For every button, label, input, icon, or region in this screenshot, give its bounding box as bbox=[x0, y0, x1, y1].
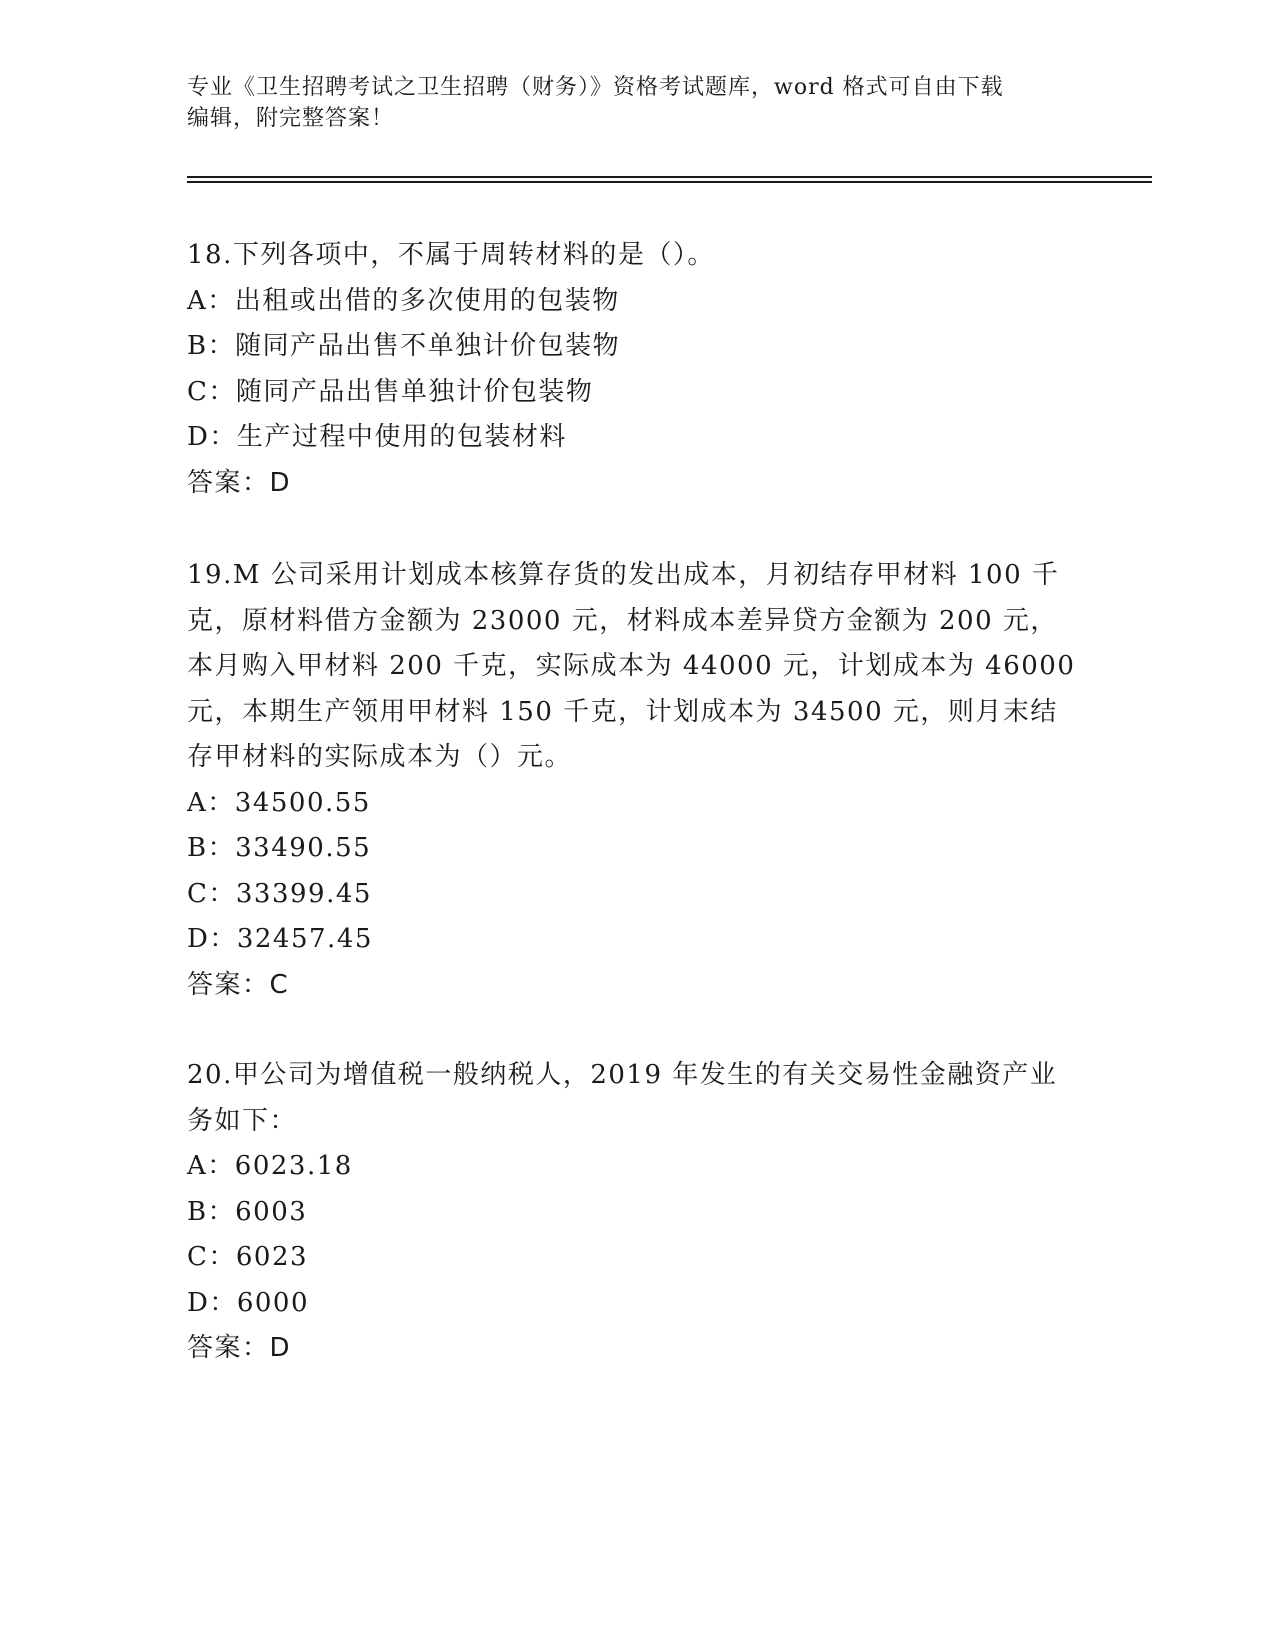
option-b: B：33490.55 bbox=[187, 833, 372, 863]
header-rule-bottom bbox=[187, 181, 1152, 183]
option-a: A：6023.18 bbox=[187, 1151, 353, 1181]
question-19 bbox=[187, 553, 1087, 1008]
document-header bbox=[187, 72, 1087, 134]
question-stem bbox=[187, 1053, 1087, 1144]
option-a: A：34500.55 bbox=[187, 787, 371, 818]
header-line-1: 专业《卫生招聘考试之卫生招聘（财务）》资格考试题库，word 格式可自由下载 bbox=[187, 75, 1004, 100]
question-line: 20.甲公司为增值税一般纳税人，2019 年发生的有关交易性金融资产业 bbox=[187, 1060, 1058, 1090]
option-d: D：6000 bbox=[187, 1287, 310, 1318]
question-line: 19.M 公司采用计划成本核算存货的发出成本，月初结存甲材料 100 千 bbox=[187, 560, 1060, 590]
option-b: B：随同产品出售不单独计价包装物 bbox=[187, 331, 621, 361]
option-d: D：32457.45 bbox=[187, 924, 373, 954]
option-b: B：6003 bbox=[187, 1196, 308, 1227]
answer: 答案：C bbox=[187, 969, 290, 1000]
question-line: 元，本期生产领用甲材料 150 千克，计划成本为 34500 元，则月末结 bbox=[187, 696, 1058, 727]
question-stem bbox=[187, 233, 1087, 279]
question-20 bbox=[187, 1053, 1087, 1372]
header-rule-top bbox=[187, 176, 1152, 178]
option-c: C：6023 bbox=[187, 1242, 309, 1272]
question-18 bbox=[187, 233, 1087, 506]
question-stem bbox=[187, 553, 1087, 781]
question-line: 克，原材料借方金额为 23000 元，材料成本差异贷方金额为 200 元， bbox=[187, 605, 1058, 636]
question-line: 务如下： bbox=[187, 1105, 298, 1136]
header-line-2: 编辑，附完整答案！ bbox=[187, 106, 395, 131]
option-d: D：生产过程中使用的包装材料 bbox=[187, 422, 567, 452]
answer: 答案：D bbox=[187, 1333, 292, 1363]
answer: 答案：D bbox=[187, 467, 292, 498]
question-line: 存甲材料的实际成本为（）元。 bbox=[187, 742, 573, 772]
question-line: 本月购入甲材料 200 千克，实际成本为 44000 元，计划成本为 46000 bbox=[187, 651, 1076, 681]
question-line: 18.下列各项中，不属于周转材料的是（）。 bbox=[187, 240, 715, 270]
option-a: A：出租或出借的多次使用的包装物 bbox=[187, 285, 620, 316]
option-c: C：随同产品出售单独计价包装物 bbox=[187, 376, 594, 407]
option-c: C：33399.45 bbox=[187, 878, 372, 909]
